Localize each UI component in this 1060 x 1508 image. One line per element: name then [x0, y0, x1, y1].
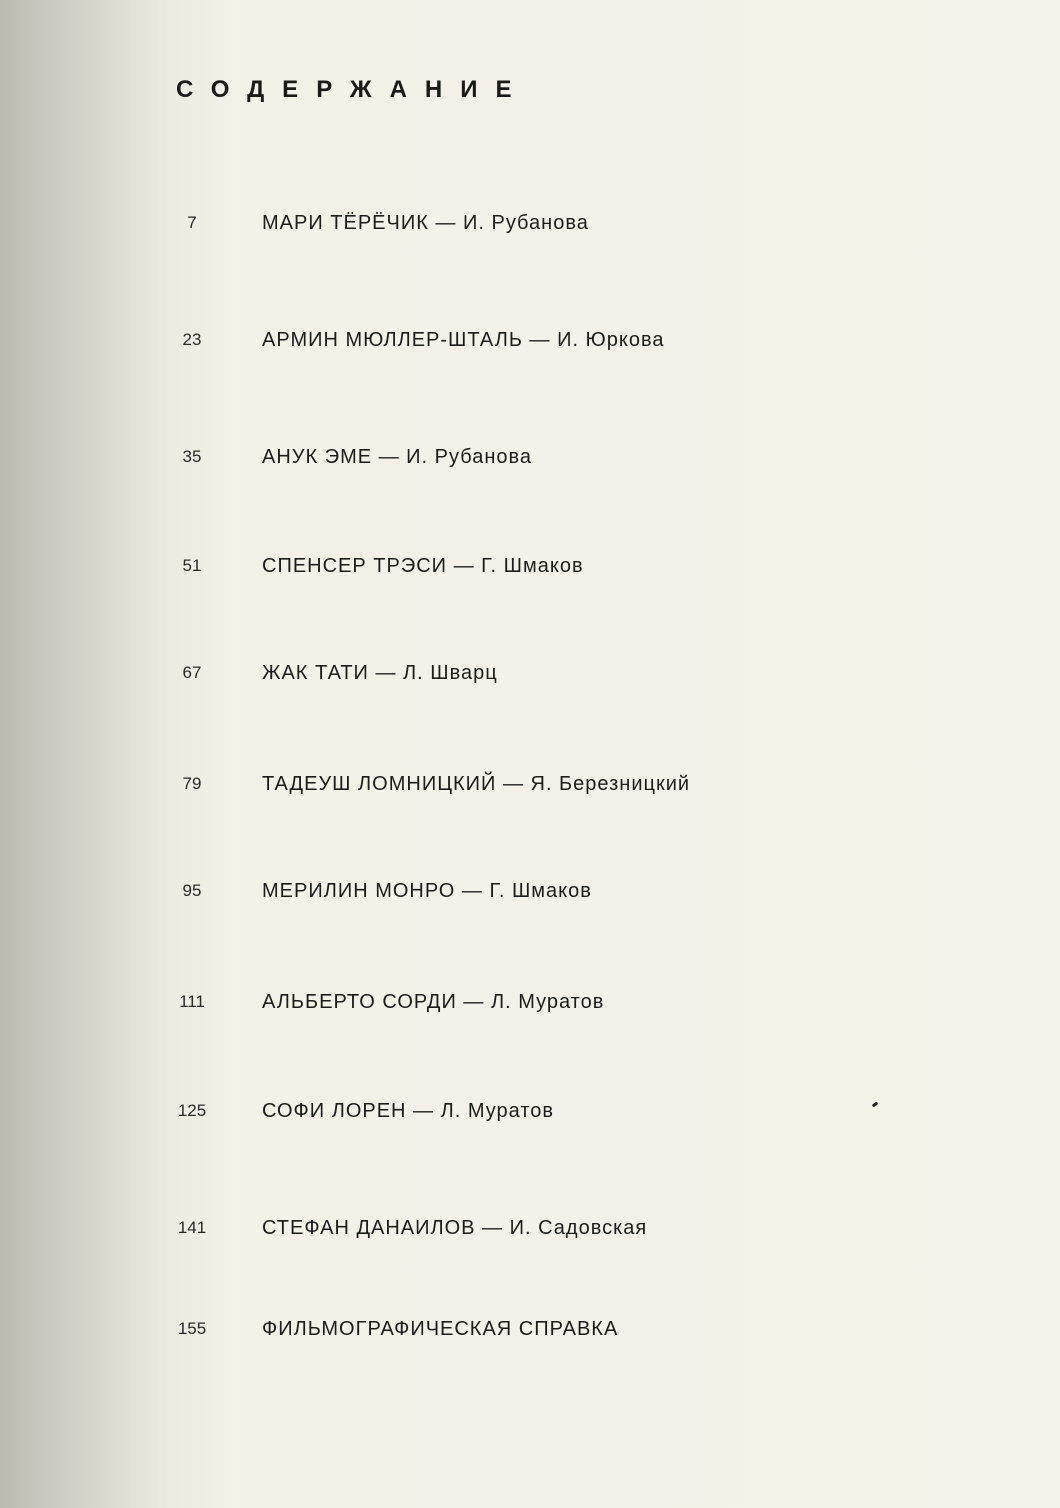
page-title: СОДЕРЖАНИЕ [176, 76, 530, 103]
toc-entry-text: СОФИ ЛОРЕН — Л. Муратов [262, 1100, 555, 1122]
toc-entry-text: АЛЬБЕРТО СОРДИ — Л. Муратов [262, 991, 605, 1013]
toc-entry [170, 442, 810, 472]
toc-entry-text: АРМИН МЮЛЛЕР-ШТАЛЬ — И. Юркова [262, 329, 665, 351]
toc-entry [170, 551, 810, 581]
toc-entry-text: СТЕФАН ДАНАИЛОВ — И. Садовская [262, 1217, 648, 1239]
toc-page-number: 125 [177, 1101, 207, 1120]
toc-entry-text: ФИЛЬМОГРАФИЧЕСКАЯ СПРАВКА [262, 1318, 619, 1340]
toc-entry-text: МАРИ ТЁРЁЧИК — И. Рубанова [262, 212, 589, 234]
binding-gutter-shadow [0, 0, 160, 1508]
toc-page-number: 35 [182, 447, 202, 466]
toc-page-number: 141 [177, 1218, 207, 1237]
toc-entry-text: СПЕНСЕР ТРЭСИ — Г. Шмаков [262, 555, 584, 577]
toc-entry [170, 1314, 810, 1344]
toc-entry [170, 1213, 810, 1243]
ink-speck [872, 1102, 879, 1108]
toc-entry-text: МЕРИЛИН МОНРО — Г. Шмаков [262, 880, 592, 902]
toc-page-number: 111 [179, 992, 205, 1011]
toc-page-number: 51 [182, 556, 202, 575]
toc-entry [170, 987, 810, 1017]
toc-page-number: 67 [182, 663, 202, 682]
toc-entry-text: ТАДЕУШ ЛОМНИЦКИЙ — Я. Березницкий [262, 773, 691, 795]
toc-entry-text: АНУК ЭМЕ — И. Рубанова [262, 446, 533, 468]
toc-page-number: 95 [182, 881, 202, 900]
toc-entry [170, 325, 810, 355]
toc-page-number: 23 [182, 330, 202, 349]
toc-page-number: 79 [182, 774, 202, 793]
toc-entry-text: ЖАК ТАТИ — Л. Шварц [262, 662, 498, 684]
toc-entry [170, 208, 810, 238]
toc-entry [170, 1096, 810, 1126]
toc-entry [170, 876, 810, 906]
toc-page-number: 7 [187, 213, 197, 232]
toc-page-number: 155 [177, 1319, 207, 1338]
toc-entry [170, 769, 810, 799]
toc-entry [170, 658, 810, 688]
